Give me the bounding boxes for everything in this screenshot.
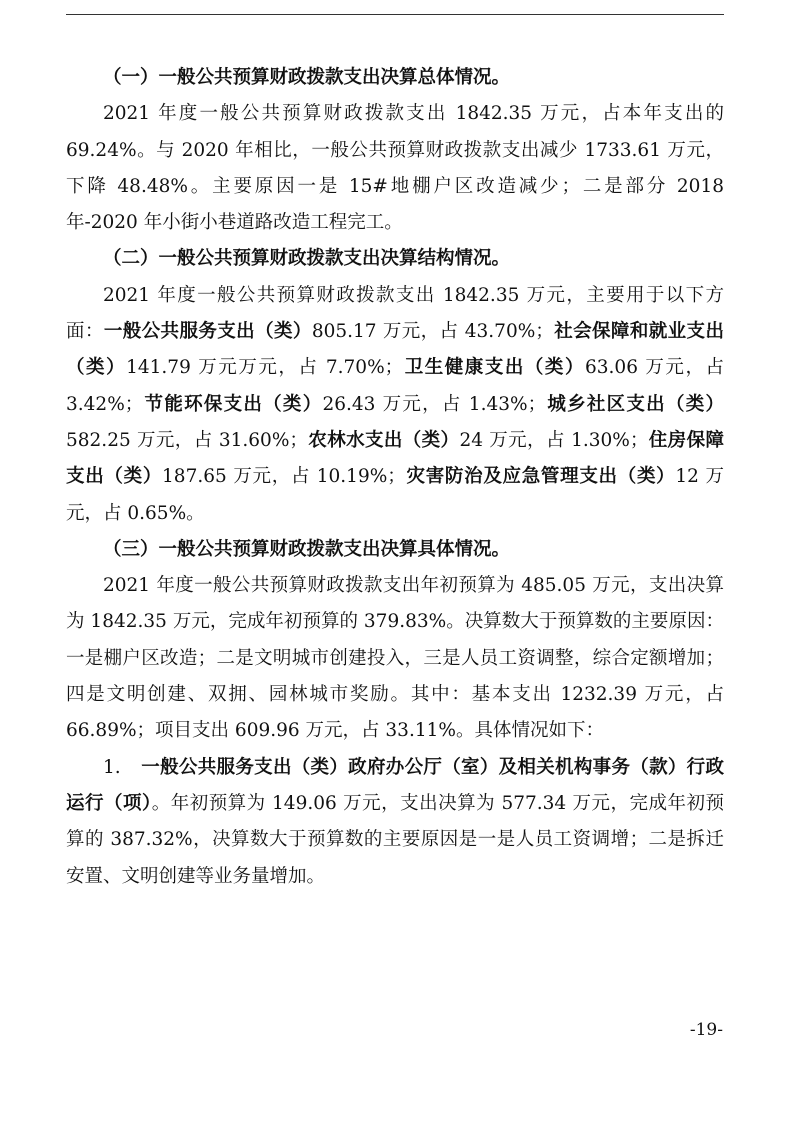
expense-category-label: 卫生健康支出（类）: [403, 357, 586, 379]
top-rule: [66, 14, 724, 15]
expense-category-detail: 187.65 万元，占 10.19%；: [162, 466, 406, 488]
expense-category-label: 农林水支出（类）: [307, 429, 460, 451]
item-1-number: 1.: [103, 756, 121, 778]
expense-category-label: 一般公共服务支出（类）: [103, 321, 312, 343]
expense-category-label: 社会保障和就业支出（类）: [66, 321, 724, 379]
expense-category-detail: 141.79 万元万元，占 7.70%；: [126, 357, 404, 379]
expense-category-detail: 805.17 万元，占 43.70%；: [311, 321, 554, 343]
section-3-body: 2021 年度一般公共预算财政拨款支出年初预算为 485.05 万元，支出决算为 1842.35 万元，完成年初预算的 379.83%。决算数大于预算数的主要原因：一是棚户区改造；二是文明城市创建投入，三是人员工资调整，综合定额增加；四是文明创建、双拥、园林城市奖励。其中：基本支出 1232.39 万元，占 66.89%；项目支出 609.96 万元，占 33.11%。具体情况如下：: [66, 575, 724, 742]
section-3-heading: （三）一般公共预算财政拨款支出决算具体情况。: [103, 538, 511, 560]
expense-category-detail: 26.43 万元，占 1.43%；: [322, 393, 547, 415]
expense-category-label: 节能环保支出（类）: [143, 393, 323, 415]
item-1-body: 。年初预算为 149.06 万元，支出决算为 577.34 万元，完成年初预算的 387.32%，决算数大于预算数的主要原因是一是人员工资调增；二是拆迁安置、文明创建等业务量增加。: [66, 792, 724, 887]
page-number: -19-: [689, 1020, 723, 1040]
document-body: [66, 60, 724, 895]
section-2-intro: 2021 年度一般公共预算财政拨款支出 1842.35 万元，主要用于以下方面：: [66, 284, 724, 343]
expense-category-detail: 12 万元，占 0.65%。: [66, 466, 724, 524]
expense-category-detail: 582.25 万元，占 31.60%；: [66, 429, 308, 451]
section-2-body: [66, 278, 724, 532]
expense-category-detail: 24 万元，占 1.30%；: [459, 429, 649, 451]
section-1-heading: （一）一般公共预算财政拨款支出决算总体情况。: [103, 67, 511, 88]
item-1-title: 一般公共服务支出（类）政府办公厅（室）及相关机构事务（款）行政运行（项）: [66, 756, 724, 814]
item-1-paragraph: [66, 750, 724, 895]
expense-category-label: 城乡社区支出（类）: [546, 393, 724, 415]
expense-category-label: 灾害防治及应急管理支出（类）: [405, 466, 676, 488]
expense-category-label: 住房保障支出（类）: [66, 429, 724, 488]
section-2-heading: （二）一般公共预算财政拨款支出决算结构情况。: [103, 248, 511, 270]
expense-category-detail: 63.06 万元，占 3.42%；: [66, 357, 724, 415]
section-1-body: 2021 年度一般公共预算财政拨款支出 1842.35 万元，占本年支出的 69.24%。与 2020 年相比，一般公共预算财政拨款支出减少 1733.61 万元，下降 48.48%。主要原因一是 15#地棚户区改造减少；二是部分 2018 年-2020 年小街小巷道路改造工程完工。: [66, 103, 724, 234]
